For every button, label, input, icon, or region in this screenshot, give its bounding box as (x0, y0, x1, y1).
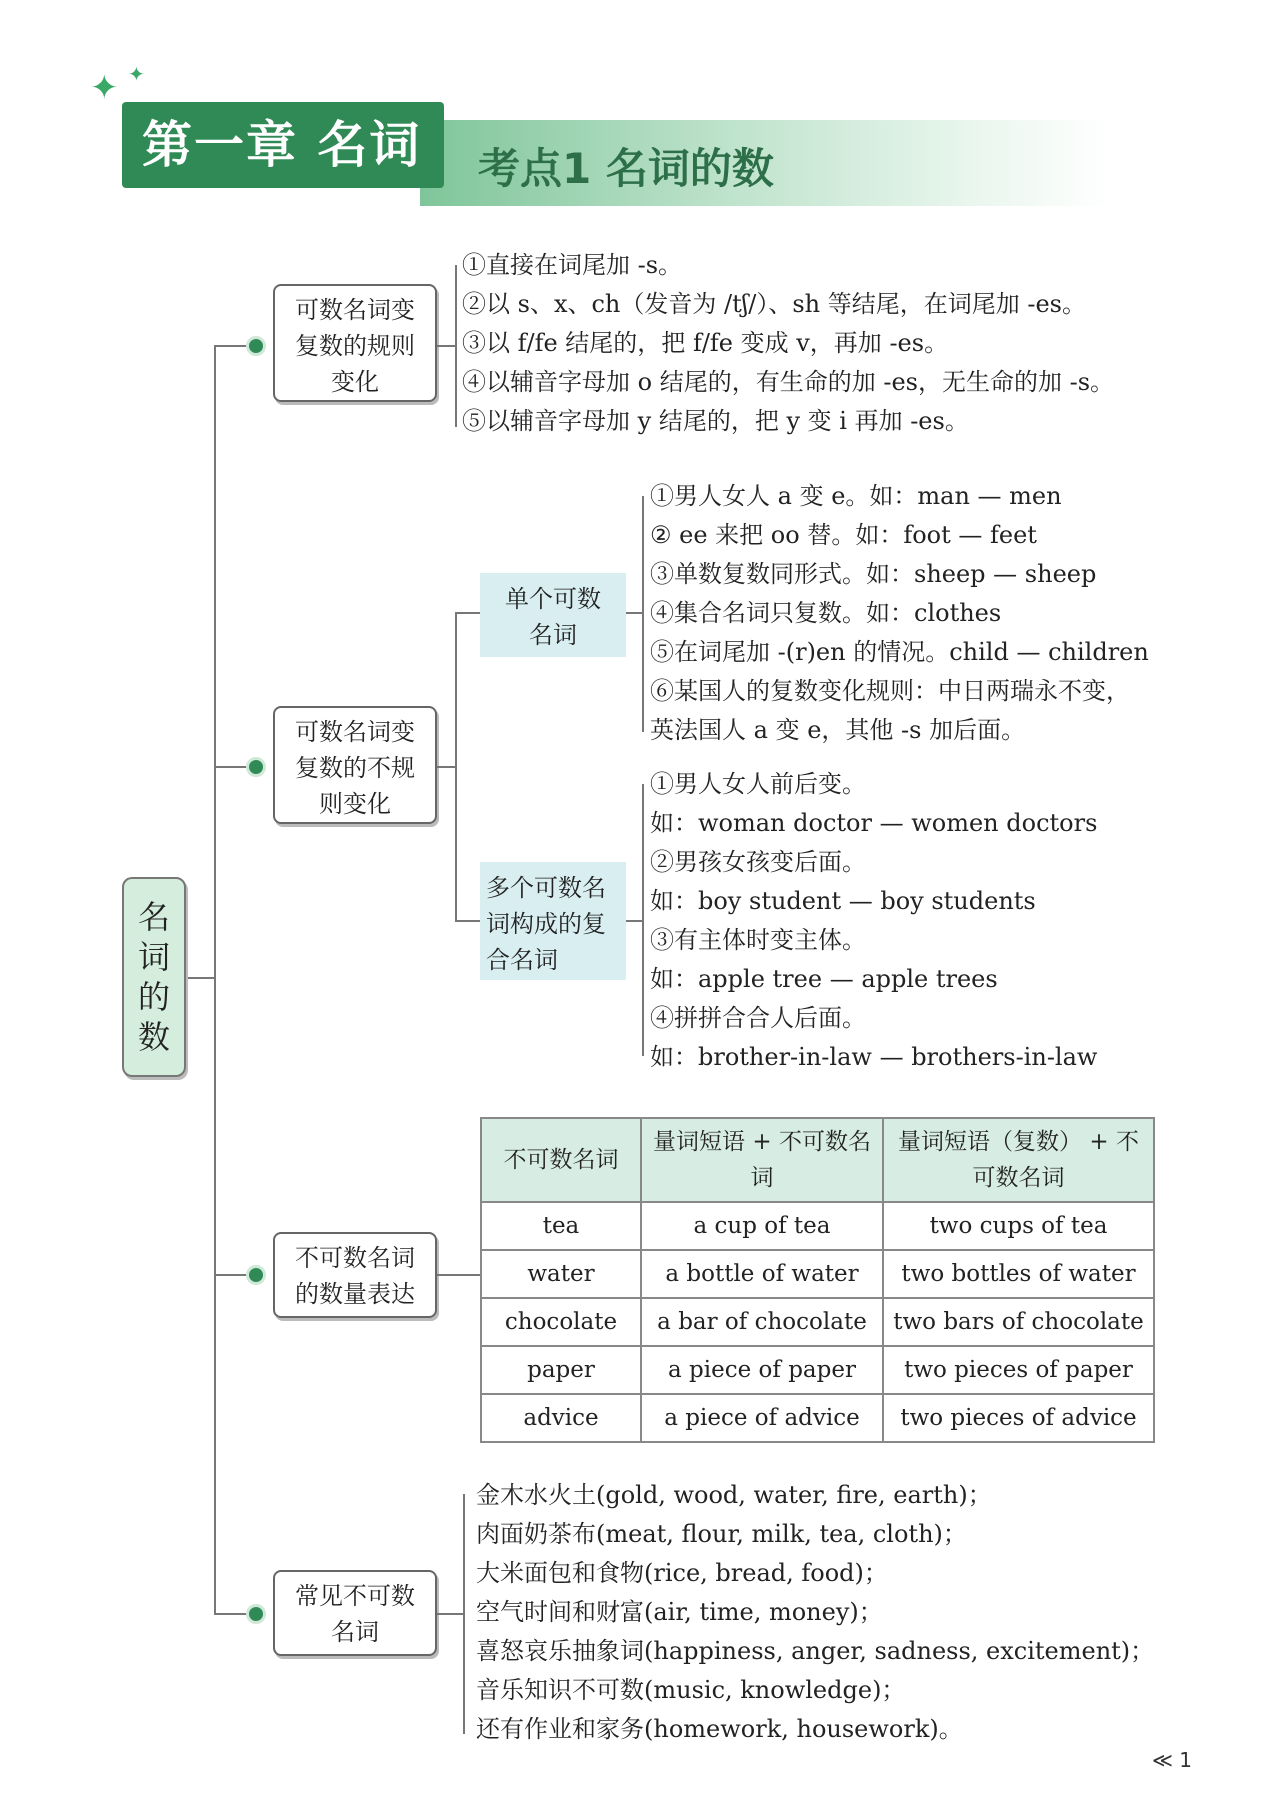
bracket-line (626, 612, 642, 614)
branch-dot (246, 757, 266, 777)
compound-rule: 如：brother-in-law — brothers-in-law (650, 1043, 1098, 1071)
table-cell: two pieces of paper (883, 1346, 1154, 1394)
single-rules-list (650, 477, 1149, 750)
table-row (481, 1250, 1154, 1298)
regular-rules-list (462, 246, 1114, 441)
table-row (481, 1394, 1154, 1442)
table-cell: a piece of advice (641, 1394, 883, 1442)
uncountable-item: 空气时间和财富(air, time, money)； (476, 1598, 883, 1626)
table-cell: a cup of tea (641, 1202, 883, 1250)
table-cell: tea (481, 1202, 641, 1250)
bracket-vertical (463, 1494, 465, 1734)
bracket-vertical (642, 784, 644, 1056)
table-header-cell: 量词短语（复数） + 不可数名词 (883, 1118, 1154, 1202)
compound-rule: ③有主体时变主体。 (650, 926, 866, 954)
single-countable-box (480, 573, 626, 657)
sparkle-icon: ✦ (90, 68, 119, 108)
sparkle-small-icon: ✦ (128, 62, 145, 86)
branch-dot (246, 1604, 266, 1624)
bracket-line (437, 766, 455, 768)
table-cell: two cups of tea (883, 1202, 1154, 1250)
single-rule: ⑥某国人的复数变化规则：中日两瑞永不变， (650, 677, 1130, 705)
table-row (481, 1202, 1154, 1250)
single-rule: ⑤在词尾加 -(r)en 的情况。child — children (650, 638, 1149, 666)
branch-dot (246, 336, 266, 356)
compound-rules-list (650, 765, 1097, 1077)
table-cell: two pieces of advice (883, 1394, 1154, 1442)
common-uncountable-label: 常见不可数名词 (295, 1582, 415, 1646)
table-cell: a bottle of water (641, 1250, 883, 1298)
uncountable-quantity-label: 不可数名词的数量表达 (295, 1244, 415, 1308)
bracket-line (437, 1613, 463, 1615)
chapter-title: 第一章 名词 (122, 102, 444, 188)
bracket-vertical (455, 265, 457, 427)
root-connector (186, 977, 216, 979)
regular-rule: ⑤以辅音字母加 y 结尾的，把 y 变 i 再加 -es。 (462, 407, 969, 435)
regular-plural-label: 可数名词变复数的规则变化 (295, 296, 415, 396)
uncountable-quantity-box (273, 1232, 437, 1318)
table-header-row (481, 1118, 1154, 1202)
compound-rule: ①男人女人前后变。 (650, 770, 866, 798)
table-cell: paper (481, 1346, 641, 1394)
single-rule: ② ee 来把 oo 替。如：foot — feet (650, 521, 1037, 549)
sub-branch-line (455, 612, 480, 614)
regular-rule: ③以 f/fe 结尾的，把 f/fe 变成 v，再加 -es。 (462, 329, 949, 357)
compound-noun-box (480, 862, 626, 980)
compound-rule: ④拼拼合合人后面。 (650, 1004, 866, 1032)
table-cell: two bars of chocolate (883, 1298, 1154, 1346)
compound-noun-label: 多个可数名词构成的复合名词 (486, 874, 606, 974)
bracket-vertical (642, 496, 644, 732)
table-cell: water (481, 1250, 641, 1298)
common-uncountable-list (476, 1476, 1154, 1749)
table-cell: chocolate (481, 1298, 641, 1346)
table-header-cell: 不可数名词 (481, 1118, 641, 1202)
table-cell: advice (481, 1394, 641, 1442)
sub-branch-line (455, 920, 480, 922)
single-rule: 英法国人 a 变 e，其他 -s 加后面。 (650, 716, 1026, 744)
table-connector (437, 1274, 480, 1276)
uncountable-item: 还有作业和家务(homework, housework)。 (476, 1715, 963, 1743)
uncountable-item: 大米面包和食物(rice, bread, food)； (476, 1559, 888, 1587)
single-rule: ③单数复数同形式。如：sheep — sheep (650, 560, 1097, 588)
compound-rule: ②男孩女孩变后面。 (650, 848, 866, 876)
table-cell: a bar of chocolate (641, 1298, 883, 1346)
table-row (481, 1298, 1154, 1346)
root-label: 名词的数 (137, 898, 170, 1056)
uncountable-item: 肉面奶茶布(meat, flour, milk, tea, cloth)； (476, 1520, 967, 1548)
uncountable-item: 金木水火土(gold, wood, water, fire, earth)； (476, 1481, 992, 1509)
single-rule: ④集合名词只复数。如：clothes (650, 599, 1002, 627)
table-cell: two bottles of water (883, 1250, 1154, 1298)
bracket-vertical (455, 612, 457, 922)
compound-rule: 如：apple tree — apple trees (650, 965, 998, 993)
branch-dot (246, 1265, 266, 1285)
table-header-cell: 量词短语 + 不可数名词 (641, 1118, 883, 1202)
irregular-plural-box (273, 706, 437, 824)
uncountable-item: 喜怒哀乐抽象词(happiness, anger, sadness, excitement)； (476, 1637, 1155, 1665)
table-cell: a piece of paper (641, 1346, 883, 1394)
section-title: 考点1 名词的数 (478, 144, 774, 193)
irregular-plural-label: 可数名词变复数的不规则变化 (295, 718, 415, 818)
bracket-line (626, 920, 642, 922)
bracket-line (437, 345, 455, 347)
page-number: ≪ 1 (1151, 1748, 1192, 1772)
single-rule: ①男人女人 a 变 e。如：man — men (650, 482, 1062, 510)
common-uncountable-box (273, 1570, 437, 1656)
trunk-line (214, 345, 216, 1615)
regular-rule: ②以 s、x、ch（发音为 /tʃ/）、sh 等结尾，在词尾加 -es。 (462, 290, 1086, 318)
regular-rule: ①直接在词尾加 -s。 (462, 251, 683, 279)
uncountable-item: 音乐知识不可数(music, knowledge)； (476, 1676, 906, 1704)
regular-rule: ④以辅音字母加 o 结尾的，有生命的加 -es，无生命的加 -s。 (462, 368, 1115, 396)
single-countable-label: 单个可数名词 (505, 585, 601, 649)
compound-rule: 如：woman doctor — women doctors (650, 809, 1098, 837)
quantity-table (480, 1117, 1155, 1443)
regular-plural-box (273, 284, 437, 402)
compound-rule: 如：boy student — boy students (650, 887, 1036, 915)
root-node (122, 877, 186, 1077)
table-row (481, 1346, 1154, 1394)
